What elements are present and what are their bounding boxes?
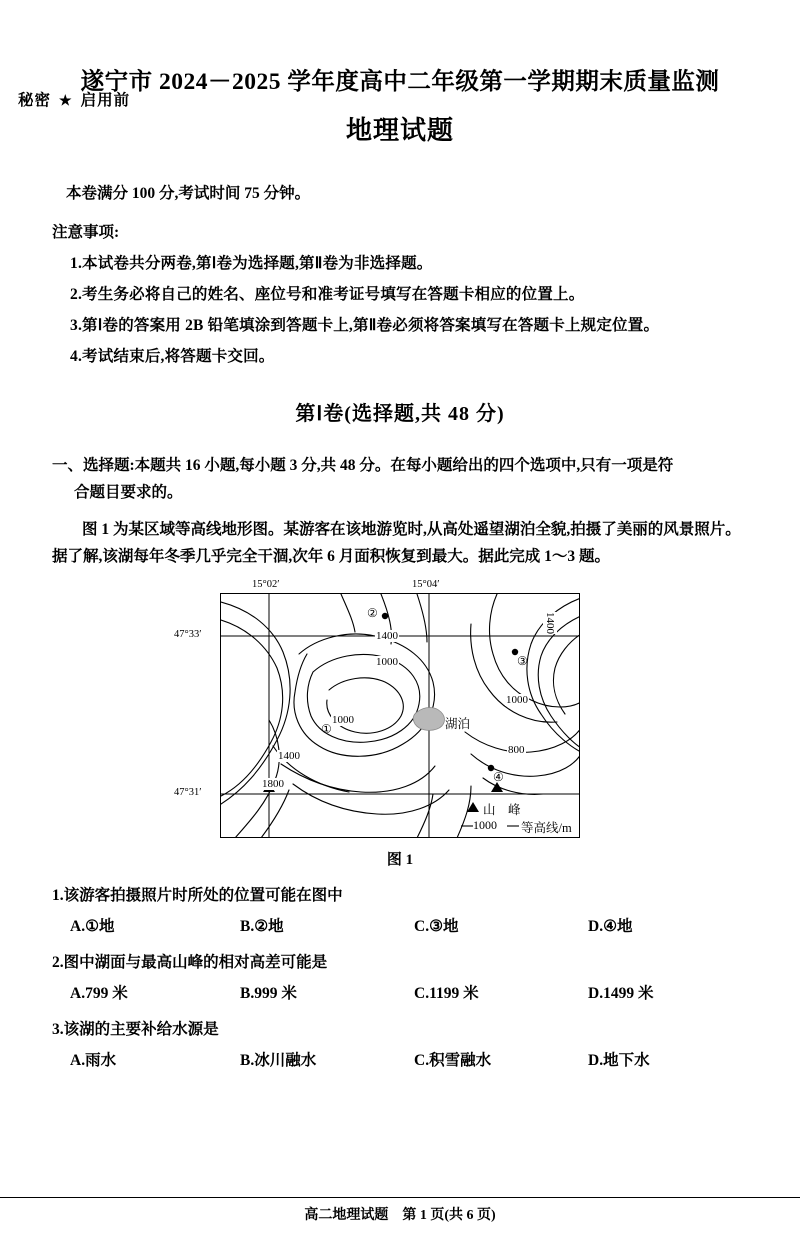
- option-b[interactable]: B.②地: [240, 917, 284, 935]
- site-point-2: ②: [367, 605, 378, 620]
- contour-map: [220, 593, 580, 838]
- peak-symbols: [263, 782, 503, 792]
- contour-label: 1400: [278, 749, 300, 762]
- question-3-text: 3.该湖的主要补给水源是: [52, 1020, 219, 1038]
- footer-page-number: 第 1 页(共 6 页): [402, 1208, 496, 1223]
- notice-item: 4.考试结束后,将答题卡交回。: [70, 348, 275, 365]
- contour-map-svg: [221, 594, 580, 838]
- option-a[interactable]: A.799 米: [70, 984, 128, 1002]
- legend-peak-label: 山 峰: [483, 802, 521, 817]
- figure-1: [52, 579, 748, 869]
- star-icon: ★: [59, 94, 73, 109]
- contour-label: 1800: [262, 777, 284, 790]
- lake-shape: [413, 707, 444, 730]
- contour-label: 1000: [506, 693, 528, 706]
- question-1-text: 1.该游客拍摄照片时所处的位置可能在图中: [52, 886, 343, 904]
- lake-label: 湖泊: [445, 716, 471, 731]
- page-title: 遂宁市 2024－2025 学年度高中二年级第一学期期末质量监测: [80, 69, 720, 95]
- site-point-4: ④: [493, 769, 504, 784]
- notice-item: 2.考生务必将自己的姓名、座位号和准考证号填写在答题卡相应的位置上。: [70, 286, 585, 303]
- option-c[interactable]: C.积雪融水: [414, 1051, 492, 1069]
- score-time-line: 本卷满分 100 分,考试时间 75 分钟。: [66, 185, 311, 202]
- option-d[interactable]: D.1499 米: [588, 984, 654, 1002]
- lat-label-2: 47°31′: [174, 786, 202, 798]
- lon-label-1: 15°02′: [252, 578, 280, 590]
- contour-lines: [221, 594, 580, 838]
- contour-label: 800: [508, 743, 525, 756]
- passage-stem-1: 图 1 为某区域等高线地形图。某游客在该地游览时,从高处遥望湖泊全貌,拍摄了美丽的风景照片。据了解,该湖每年冬季几乎完全干涸,次年 6 月面积恢复到最大。据此完成 1～3 题。: [52, 521, 741, 566]
- legend-contour-label: 等高线/m: [521, 820, 572, 835]
- notice-title: 注意事项:: [52, 224, 120, 241]
- question-group-heading: [52, 452, 748, 506]
- secrecy-header: [18, 88, 130, 110]
- site-point-3: ③: [517, 653, 528, 668]
- option-a[interactable]: A.雨水: [70, 1051, 117, 1069]
- notice-item: 3.第Ⅰ卷的答案用 2B 铅笔填涂到答题卡上,第Ⅱ卷必须将答案填写在答题卡上规定位置。: [70, 317, 660, 334]
- map-outer: [174, 579, 626, 841]
- contour-label: 1000: [332, 713, 354, 726]
- before-use-label: 启用前: [80, 92, 131, 109]
- secrecy-label: 秘密: [18, 92, 52, 109]
- question-2-text: 2.图中湖面与最高山峰的相对高差可能是: [52, 953, 328, 971]
- contour-label: 1400: [376, 629, 398, 642]
- option-b[interactable]: B.999 米: [240, 984, 297, 1002]
- lon-label-2: 15°04′: [412, 578, 440, 590]
- section-heading: 第Ⅰ卷(选择题,共 48 分): [295, 403, 505, 425]
- figure-caption: 图 1: [386, 851, 414, 868]
- legend-contour-value: 1000: [473, 817, 497, 832]
- option-a[interactable]: A.①地: [70, 917, 115, 935]
- contour-label: 1400: [544, 611, 556, 634]
- option-c[interactable]: C.1199 米: [414, 984, 479, 1002]
- subject-title: 地理试题: [345, 116, 454, 145]
- question-1-options: [52, 914, 748, 936]
- group-heading-line1: 一、选择题:本题共 16 小题,每小题 3 分,共 48 分。在每小题给出的四个选项中,只有一项是符: [52, 457, 674, 474]
- lat-label-1: 47°33′: [174, 628, 202, 640]
- notice-item: 1.本试卷共分两卷,第Ⅰ卷为选择题,第Ⅱ卷为非选择题。: [70, 255, 433, 272]
- option-b[interactable]: B.冰川融水: [240, 1051, 317, 1069]
- option-d[interactable]: D.地下水: [588, 1051, 650, 1069]
- question-2-options: [52, 981, 748, 1003]
- footer-doc-name: 高二地理试题: [304, 1208, 389, 1223]
- exam-page: [0, 62, 800, 1236]
- group-heading-line2: 合题目要求的。: [74, 484, 183, 502]
- site-point-1: ①: [321, 721, 332, 736]
- option-d[interactable]: D.④地: [588, 917, 633, 935]
- option-c[interactable]: C.③地: [414, 917, 459, 935]
- contour-label: 1000: [376, 655, 398, 668]
- page-footer: [0, 1197, 800, 1224]
- question-3-options: [52, 1048, 748, 1070]
